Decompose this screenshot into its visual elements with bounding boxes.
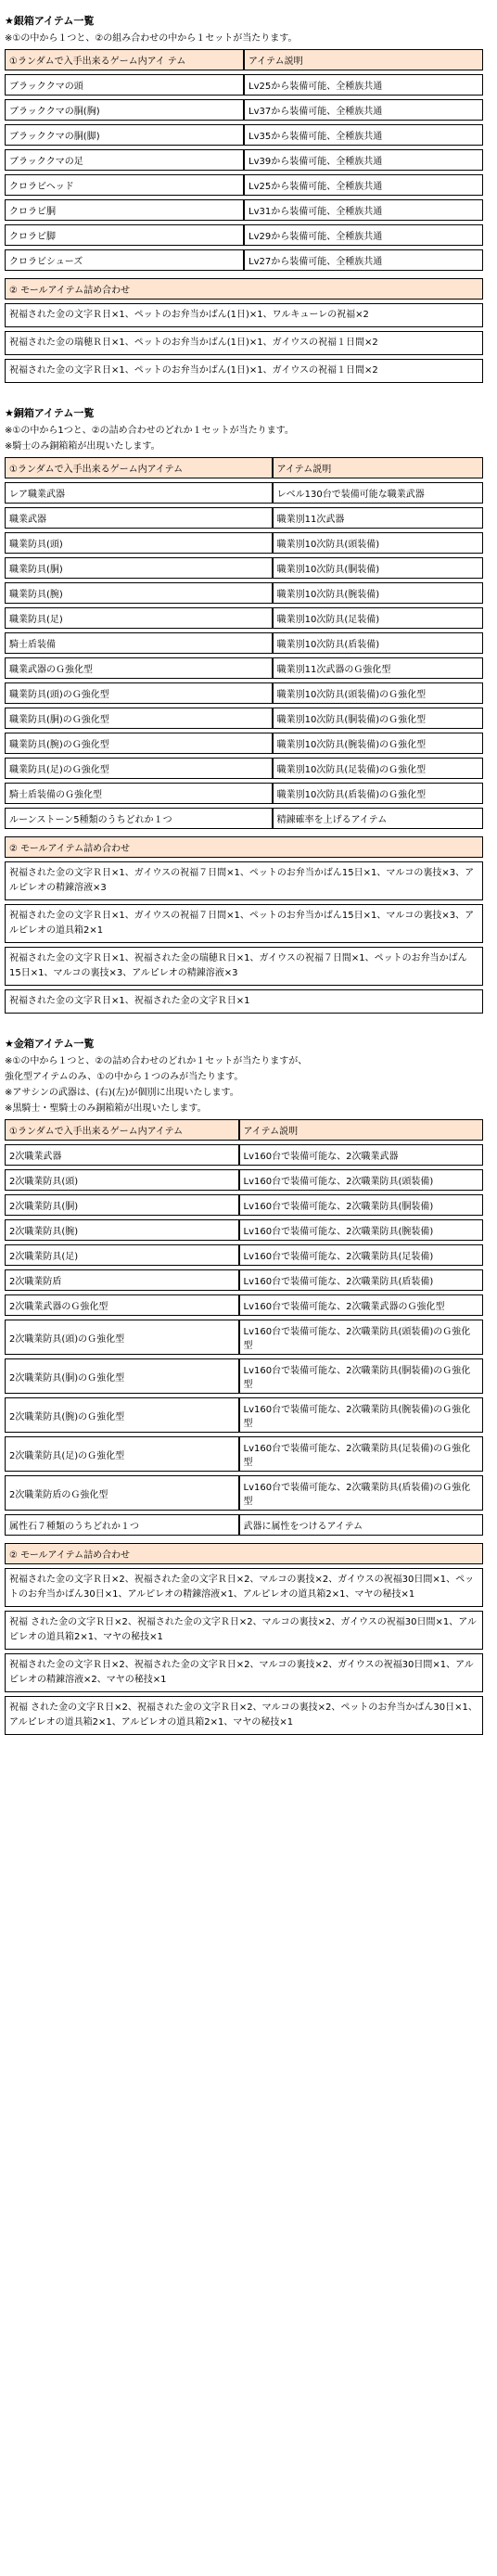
table-row [5, 1269, 483, 1291]
table-row [5, 783, 483, 804]
item-name: 2次職業防具(腕) [5, 1219, 239, 1241]
item-name: クロラビシューズ [5, 249, 244, 271]
item-name: 2次職業防具(胴)のＧ強化型 [5, 1358, 239, 1394]
column-header-item: ①ランダムで入手出来るゲーム内アイ テム [5, 49, 244, 70]
combo-item: 祝福された金の文字Ｒ日×1、祝福された金の文字Ｒ日×1 [5, 989, 483, 1014]
section-title: ★銅箱アイテム一覧 [5, 407, 95, 419]
item-desc: Lv160台で装備可能な、2次職業防具(足装備)のＧ強化型 [239, 1436, 483, 1472]
moll-combo-header: ② モールアイテム詰め合わせ [5, 278, 483, 300]
table-row [5, 607, 483, 629]
item-desc: 職業別10次防具(腕装備)のＧ強化型 [273, 733, 483, 754]
item-name: 職業防具(胴)のＧ強化型 [5, 708, 273, 729]
combo-item: 祝福された金の文字Ｒ日×1、ガイウスの祝福７日間×1、ペットのお弁当かばん15日×1、マルコの裏技×3、アルピレオの道具箱2×1 [5, 904, 483, 943]
combo-item: 祝福された金の文字Ｒ日×2、祝福された金の文字Ｒ日×2、マルコの裏技×2、ガイウスの祝福30日間×1、アルピレオの精錬溶液×2、マヤの秘技×1 [5, 1653, 483, 1692]
item-desc: 職業別10次防具(盾装備) [273, 632, 483, 654]
table-row [5, 557, 483, 579]
item-table [5, 1116, 483, 1539]
silver-box-section [5, 13, 483, 383]
item-desc: Lv160台で装備可能な、2次職業防具(頭装備)のＧ強化型 [239, 1320, 483, 1355]
table-row [5, 733, 483, 754]
item-name: 属性石７種類のうちどれか１つ [5, 1514, 239, 1536]
combo-item: 祝福された金の文字Ｒ日×1、ガイウスの祝福７日間×1、ペットのお弁当かばん15日×1、マルコの裏技×3、アルピレオの精錬溶液×3 [5, 861, 483, 900]
table-row [5, 1219, 483, 1241]
table-row [5, 582, 483, 604]
section-note: ※①の中から１つと、②の詰め合わせのどれか１セットが当たりますが、 [5, 1056, 308, 1066]
moll-combo-header: ② モールアイテム詰め合わせ [5, 1543, 483, 1564]
section-note: ※①の中から１つと、②の組み合わせの中から１セットが当たります。 [5, 33, 298, 44]
item-desc: 武器に属性をつけるアイテム [239, 1514, 483, 1536]
combo-item: 祝福された金の文字Ｒ日×1、ペットのお弁当かばん(1日)×1、ワルキューレの祝福×2 [5, 303, 483, 327]
table-row [5, 657, 483, 679]
bronze-box-section [5, 405, 483, 1014]
item-desc: 職業別10次防具(足装備)のＧ強化型 [273, 758, 483, 779]
section-note: ※黒騎士・聖騎士のみ銅箱箱が出現いたします。 [5, 1103, 207, 1114]
item-name: ルーンストーン5種類のうちどれか１つ [5, 808, 273, 829]
item-name: 職業防具(腕)のＧ強化型 [5, 733, 273, 754]
table-row [5, 1436, 483, 1472]
item-desc: Lv160台で装備可能な、2次職業武器 [239, 1144, 483, 1166]
item-name: ブラッククマの胴(脚) [5, 124, 244, 146]
table-row [5, 1144, 483, 1166]
item-name: 騎士盾装備のＧ強化型 [5, 783, 273, 804]
table-row [5, 708, 483, 729]
table-row [5, 632, 483, 654]
item-name: 2次職業武器 [5, 1144, 239, 1166]
combo-item: 祝福 された金の文字Ｒ日×2、祝福された金の文字Ｒ日×2、マルコの裏技×2、ガイウスの祝福30日間×1、アルピレオの道具箱2×1、マヤの秘技×1 [5, 1611, 483, 1650]
table-header-row [5, 457, 483, 478]
item-desc: 職業別11次武器 [273, 507, 483, 529]
table-row [5, 758, 483, 779]
item-desc: 職業別10次防具(腕装備) [273, 582, 483, 604]
table-row [5, 99, 483, 121]
table-row [5, 1169, 483, 1191]
item-desc: 職業別10次防具(足装備) [273, 607, 483, 629]
item-name: レア職業武器 [5, 482, 273, 504]
table-row [5, 507, 483, 529]
item-name: 2次職業武器のＧ強化型 [5, 1294, 239, 1316]
item-name: 2次職業防具(足) [5, 1244, 239, 1266]
item-name: クロラビヘッド [5, 174, 244, 196]
item-name: クロラビ胴 [5, 199, 244, 221]
item-name: 職業防具(腕) [5, 582, 273, 604]
item-desc: Lv160台で装備可能な、2次職業武器のＧ強化型 [239, 1294, 483, 1316]
item-name: 2次職業防具(頭) [5, 1169, 239, 1191]
item-name: 2次職業防具(胴) [5, 1194, 239, 1216]
column-header-desc: アイテム説明 [244, 49, 483, 70]
section-gap [5, 1017, 483, 1030]
table-row [5, 1194, 483, 1216]
combo-item: 祝福された金の文字Ｒ日×1、ペットのお弁当かばん(1日)×1、ガイウスの祝福１日間×2 [5, 359, 483, 383]
section-note: ※①の中から1つと、②の詰め合わせのどれか１セットが当たります。 [5, 426, 294, 436]
table-row [5, 808, 483, 829]
table-header-row [5, 1119, 483, 1141]
table-row [5, 1244, 483, 1266]
table-row [5, 124, 483, 146]
item-name: 職業防具(頭)のＧ強化型 [5, 682, 273, 704]
item-desc: Lv39から装備可能、全種族共通 [244, 149, 483, 171]
combo-item: 祝福された金の瑞穂Ｒ日×1、ペットのお弁当かばん(1日)×1、ガイウスの祝福１日間×2 [5, 331, 483, 355]
column-header-desc: アイテム説明 [273, 457, 483, 478]
table-row [5, 74, 483, 96]
item-desc: Lv160台で装備可能な、2次職業防具(胴装備)のＧ強化型 [239, 1358, 483, 1394]
item-name: 2次職業防盾 [5, 1269, 239, 1291]
item-table [5, 45, 483, 274]
gold-box-section [5, 1036, 483, 1735]
table-row [5, 682, 483, 704]
item-desc: Lv160台で装備可能な、2次職業防具(足装備) [239, 1244, 483, 1266]
item-name: クロラビ脚 [5, 224, 244, 246]
section-title: ★銀箱アイテム一覧 [5, 15, 95, 27]
item-desc: 職業別11次武器のＧ強化型 [273, 657, 483, 679]
item-name: 騎士盾装備 [5, 632, 273, 654]
item-desc: 職業別10次防具(盾装備)のＧ強化型 [273, 783, 483, 804]
section-note: ※騎士のみ銅箱箱が出現いたします。 [5, 441, 160, 452]
item-desc: 職業別10次防具(頭装備)のＧ強化型 [273, 682, 483, 704]
table-header-row [5, 49, 483, 70]
item-name: 職業防具(足) [5, 607, 273, 629]
column-header-item: ①ランダムで入手出来るゲーム内アイテム [5, 1119, 239, 1141]
table-row [5, 1320, 483, 1355]
item-desc: Lv37から装備可能、全種族共通 [244, 99, 483, 121]
table-row [5, 224, 483, 246]
combo-item: 祝福された金の文字Ｒ日×2、祝福された金の文字Ｒ日×2、マルコの裏技×2、ガイウスの祝福30日間×1、ペットのお弁当かばん30日×1、アルピレオの精錬溶液×1、アルピレオの道具箱2×1、マヤの秘技×1 [5, 1568, 483, 1607]
table-row [5, 199, 483, 221]
item-desc: レベル130台で装備可能な職業武器 [273, 482, 483, 504]
section-gap [5, 387, 483, 400]
item-name: 2次職業防具(足)のＧ強化型 [5, 1436, 239, 1472]
table-row [5, 1514, 483, 1536]
item-name: 職業防具(足)のＧ強化型 [5, 758, 273, 779]
item-name: 職業防具(頭) [5, 532, 273, 554]
item-name: ブラッククマの胴(胸) [5, 99, 244, 121]
table-row [5, 1475, 483, 1511]
item-name: 職業武器のＧ強化型 [5, 657, 273, 679]
item-desc: 職業別10次防具(胴装備)のＧ強化型 [273, 708, 483, 729]
combo-item: 祝福 された金の文字Ｒ日×2、祝福された金の文字Ｒ日×2、マルコの裏技×2、ペットのお弁当かばん30日×1、アルピレオの道具箱2×1、アルピレオの道具箱2×1、マヤの秘技×1 [5, 1696, 483, 1735]
section-note: ※アサシンの武器は、(右)(左)が個別に出現いたします。 [5, 1088, 239, 1098]
table-row [5, 482, 483, 504]
item-desc: Lv25から装備可能、全種族共通 [244, 174, 483, 196]
section-title: ★金箱アイテム一覧 [5, 1038, 95, 1050]
table-row [5, 174, 483, 196]
table-row [5, 532, 483, 554]
item-desc: Lv160台で装備可能な、2次職業防具(盾装備) [239, 1269, 483, 1291]
table-row [5, 249, 483, 271]
table-row [5, 149, 483, 171]
section-note: 強化型アイテムのみ、①の中から１つのみが当たります。 [5, 1072, 244, 1082]
item-name: ブラッククマの足 [5, 149, 244, 171]
combo-item: 祝福された金の文字Ｒ日×1、祝福された金の瑞穂Ｒ日×1、ガイウスの祝福７日間×1、ペットのお弁当かばん15日×1、マルコの裏技×3、アルピレオの精錬溶液×3 [5, 947, 483, 986]
item-name: 2次職業防盾のＧ強化型 [5, 1475, 239, 1511]
item-desc: Lv160台で装備可能な、2次職業防具(頭装備) [239, 1169, 483, 1191]
item-desc: Lv31から装備可能、全種族共通 [244, 199, 483, 221]
column-header-item: ①ランダムで入手出来るゲーム内アイテム [5, 457, 273, 478]
column-header-desc: アイテム説明 [239, 1119, 483, 1141]
item-desc: Lv160台で装備可能な、2次職業防具(腕装備)のＧ強化型 [239, 1397, 483, 1433]
item-name: 職業武器 [5, 507, 273, 529]
item-name: 2次職業防具(腕)のＧ強化型 [5, 1397, 239, 1433]
item-name: 2次職業防具(頭)のＧ強化型 [5, 1320, 239, 1355]
item-desc: Lv25から装備可能、全種族共通 [244, 74, 483, 96]
item-desc: 職業別10次防具(胴装備) [273, 557, 483, 579]
item-name: 職業防具(胴) [5, 557, 273, 579]
item-name: ブラッククマの頭 [5, 74, 244, 96]
item-desc: Lv160台で装備可能な、2次職業防具(胴装備) [239, 1194, 483, 1216]
item-desc: Lv160台で装備可能な、2次職業防具(盾装備)のＧ強化型 [239, 1475, 483, 1511]
item-desc: Lv29から装備可能、全種族共通 [244, 224, 483, 246]
item-desc: 精錬確率を上げるアイテム [273, 808, 483, 829]
item-desc: Lv160台で装備可能な、2次職業防具(腕装備) [239, 1219, 483, 1241]
item-desc: Lv27から装備可能、全種族共通 [244, 249, 483, 271]
table-row [5, 1397, 483, 1433]
item-desc: Lv35から装備可能、全種族共通 [244, 124, 483, 146]
table-row [5, 1358, 483, 1394]
item-desc: 職業別10次防具(頭装備) [273, 532, 483, 554]
table-row [5, 1294, 483, 1316]
moll-combo-header: ② モールアイテム詰め合わせ [5, 836, 483, 858]
item-table [5, 453, 483, 833]
